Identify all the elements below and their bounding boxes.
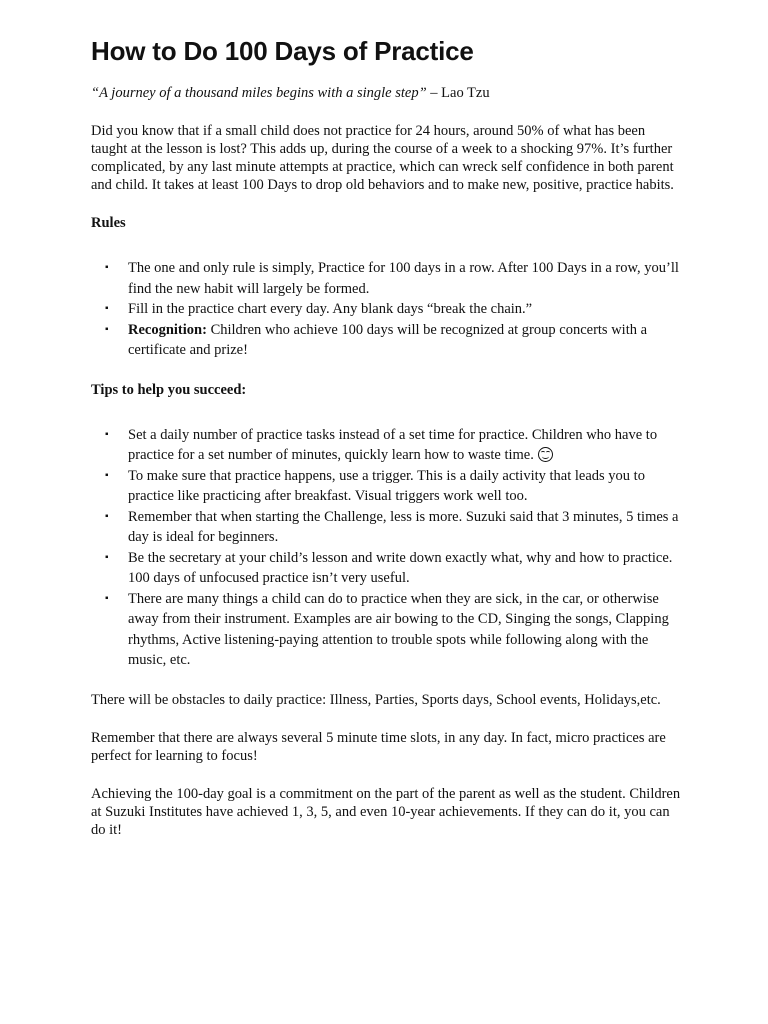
reminder-paragraph: Remember that there are always several 5 minute time slots, in any day. In fact, micro practices are perfect for learning to focus! bbox=[91, 729, 666, 764]
intro-paragraph: Did you know that if a small child does not practice for 24 hours, around 50% of what has been taught at the lesson is lost? This adds up, during the course of a week to a shocking 97%. It’s further complicated, by any last minute attempts at practice, which can wreck self confidence in both parent and child. It takes at least 100 Days to drop old behaviors and to make new, positive, practice habits. bbox=[91, 123, 674, 193]
list-item bbox=[91, 466, 681, 507]
list-item bbox=[91, 589, 681, 671]
list-item bbox=[91, 507, 681, 548]
list-item bbox=[91, 425, 681, 466]
bullet-icon: ▪ bbox=[105, 323, 109, 335]
tip-text: To make sure that practice happens, use a trigger. This is a daily activity that leads you to practice like practicing after breakfast. Visual triggers work well too. bbox=[128, 467, 645, 504]
tip-text: Be the secretary at your child’s lesson and write down exactly what, why and how to practice. 100 days of unfocused practice isn’t very useful. bbox=[128, 549, 673, 586]
list-item bbox=[91, 299, 681, 320]
bullet-icon: ▪ bbox=[105, 469, 109, 481]
list-item bbox=[91, 320, 681, 361]
rule-text: Fill in the practice chart every day. Any blank days “break the chain.” bbox=[128, 301, 533, 317]
rules-list bbox=[91, 258, 681, 361]
bullet-icon: ▪ bbox=[105, 551, 109, 563]
rules-heading: Rules bbox=[91, 215, 126, 231]
smiley-face-icon bbox=[538, 447, 553, 462]
rule-text: Children who achieve 100 days will be recognized at group concerts with a certificate and prize! bbox=[128, 321, 648, 358]
document-page bbox=[91, 36, 681, 859]
bullet-icon: ▪ bbox=[105, 428, 109, 440]
tips-heading: Tips to help you succeed: bbox=[91, 381, 247, 398]
list-item bbox=[91, 258, 681, 299]
page-title: How to Do 100 Days of Practice bbox=[91, 36, 474, 66]
bullet-icon: ▪ bbox=[105, 510, 109, 522]
tip-text: There are many things a child can do to practice when they are sick, in the car, or otherwise away from their instrument. Examples are air bowing to the CD, Singing the songs, Clapping rhythms, Active listening-paying attention to trouble spots while following along with the music, etc. bbox=[128, 590, 669, 668]
rule-text: The one and only rule is simply, Practice for 100 days in a row. After 100 Days in a row, you’ll find the new habit will largely be formed. bbox=[128, 260, 679, 297]
bullet-icon: ▪ bbox=[105, 303, 109, 314]
tips-list bbox=[91, 425, 681, 671]
tip-text: Remember that when starting the Challenge, less is more. Suzuki said that 3 minutes, 5 times a day is ideal for beginners. bbox=[128, 508, 679, 545]
epigraph bbox=[91, 84, 681, 102]
rule-label: Recognition: bbox=[128, 321, 207, 338]
bullet-icon: ▪ bbox=[105, 262, 109, 273]
quote-attribution: – Lao Tzu bbox=[426, 85, 490, 101]
bullet-icon: ▪ bbox=[105, 592, 109, 604]
obstacles-paragraph: There will be obstacles to daily practice: Illness, Parties, Sports days, School events, Holidays,etc. bbox=[91, 691, 661, 708]
list-item bbox=[91, 548, 681, 589]
closing-paragraph: Achieving the 100-day goal is a commitment on the part of the parent as well as the student. Children at Suzuki Institutes have achieved 1, 3, 5, and even 10-year achievements. If they can do it, you can do it! bbox=[91, 785, 681, 838]
quote-text: “A journey of a thousand miles begins with a single step” bbox=[91, 85, 427, 101]
tip-text: Set a daily number of practice tasks instead of a set time for practice. Children who have to practice for a set number of minutes, quickly learn how to waste time. bbox=[128, 426, 658, 463]
